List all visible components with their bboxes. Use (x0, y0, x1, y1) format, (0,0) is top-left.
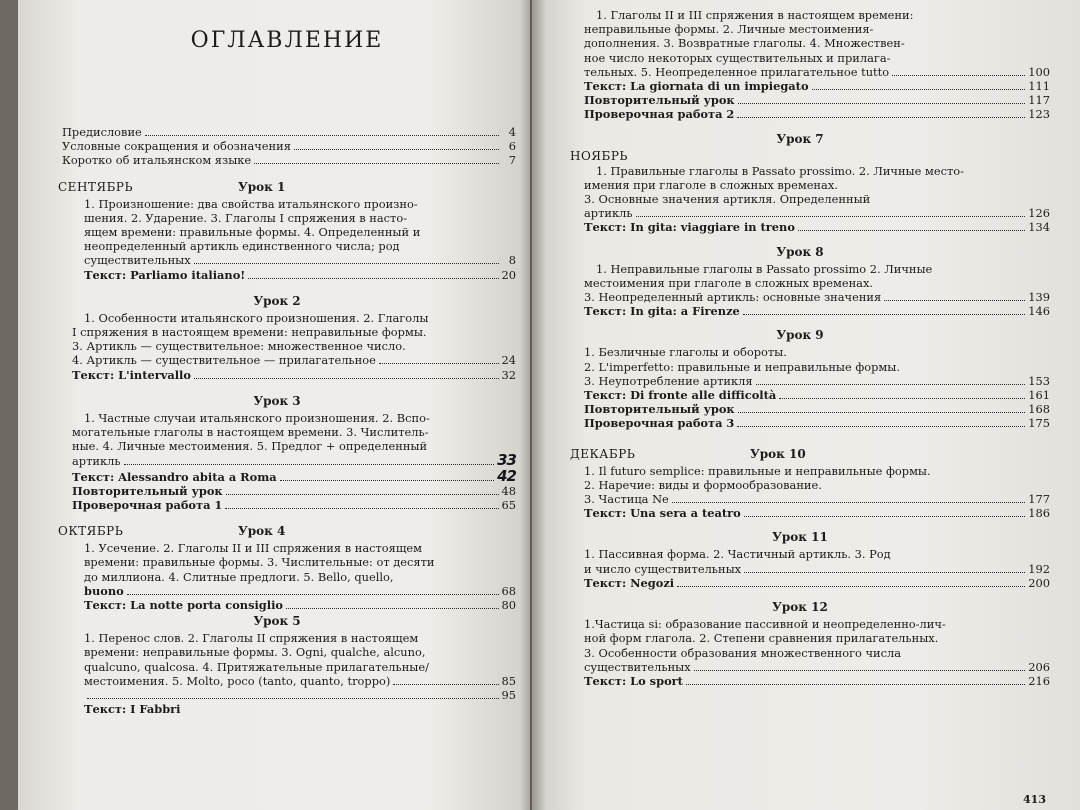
handwritten-page: 42 (497, 466, 516, 485)
lesson-header (570, 600, 1050, 615)
month-label: СЕНТЯБРЬ (58, 179, 134, 194)
toc-line (58, 325, 516, 339)
entry-page: 65 (501, 498, 516, 513)
line-text: 1.Частица si: образование пассивной и неопределенно-лич- (584, 617, 946, 632)
toc-line (58, 584, 516, 598)
leader-dots (737, 426, 1025, 427)
leader-dots (737, 117, 1025, 118)
entry-page: 95 (501, 688, 516, 703)
line-text: 1. Неправильные глаголы в Passato prossimo 2. Личные (596, 261, 933, 276)
toc-line (570, 304, 1050, 318)
entry-page: 68 (501, 583, 516, 598)
lesson-11 (570, 530, 1050, 590)
handwritten-page: 33 (497, 451, 516, 470)
line-text: шения. 2. Ударение. 3. Глаголы I спряжения в насто- (84, 210, 408, 225)
toc-line (570, 576, 1050, 590)
toc-line (58, 353, 516, 367)
entry-page: 200 (1028, 575, 1050, 590)
month-label: ДЕКАБРЬ (570, 446, 636, 461)
toc-line (58, 660, 516, 674)
toc-line (58, 197, 516, 211)
toc-line (58, 439, 516, 453)
line-text: Проверочная работа 3 (584, 416, 735, 431)
leader-dots (194, 378, 499, 379)
line-text: до миллиона. 4. Слитные предлоги. 5. Bello, quello, (84, 569, 394, 584)
toc-line (570, 290, 1050, 304)
line-text: 3. Основные значения артикля. Определенный (584, 192, 871, 207)
line-text: buono (84, 583, 124, 598)
entry-text: Предисловие (62, 125, 142, 139)
line-text: 1. Произношение: два свойства итальянского произно- (84, 196, 418, 211)
line-text: Текст: La giornata di un impiegato (584, 79, 809, 94)
line-text: 3. Артикль — существительное: множественное число. (72, 339, 406, 354)
toc-line (570, 478, 1050, 492)
toc-line (570, 464, 1050, 478)
entry-page: 206 (1028, 659, 1050, 674)
entry-page: 7 (508, 153, 516, 168)
line-text: 1. Il futuro semplice: правильные и неправильные формы. (584, 463, 931, 478)
line-text: могательные глаголы в настоящем времени. 3. Числитель- (72, 425, 429, 440)
line-text: Проверочная работа 2 (584, 107, 735, 122)
entry-page: 100 (1028, 64, 1050, 79)
entry-page: 20 (501, 267, 516, 282)
lesson-header (570, 447, 1050, 462)
line-text: Текст: In gita: a Firenze (584, 304, 740, 319)
leader-dots (798, 230, 1025, 231)
toc-line (58, 645, 516, 659)
lesson-title: Урок 4 (238, 524, 286, 539)
lesson-1 (58, 180, 516, 282)
line-text: существительных (84, 253, 191, 268)
toc-line (570, 8, 1050, 22)
line-text: Повторительный урок (584, 402, 735, 417)
entry-page: 134 (1028, 220, 1050, 235)
entry-page: 4 (508, 125, 516, 139)
toc-line (570, 374, 1050, 388)
entry-page: 216 (1028, 673, 1050, 688)
lesson-8 (570, 245, 1050, 319)
leader-dots (686, 684, 1025, 685)
line-text: Текст: Lo sport (584, 673, 683, 688)
line-text: Текст: La notte porta consiglio (84, 598, 284, 613)
toc-line (570, 51, 1050, 65)
toc-line (570, 22, 1050, 36)
lesson-header (570, 530, 1050, 545)
line-text: 1. Глаголы II и III спряжения в настоящем времени: (596, 8, 914, 22)
line-text: 2. L'imperfetto: правильные и неправильные формы. (584, 359, 900, 374)
toc-line (570, 93, 1050, 107)
lesson-9 (570, 328, 1050, 430)
line-text: артикль (72, 454, 121, 469)
toc-line (58, 555, 516, 569)
toc-line (570, 660, 1050, 674)
entry-page: 85 (501, 673, 516, 688)
entry-page: 175 (1028, 416, 1050, 431)
leader-dots (672, 502, 1025, 503)
entry-page: 153 (1028, 373, 1050, 388)
line-text: ной форм глагола. 2. Степени сравнения прилагательных. (584, 631, 939, 646)
lesson-title: Урок 3 (253, 393, 301, 408)
entry-page: 126 (1028, 206, 1050, 221)
entry-text: Коротко об итальянском языке (62, 153, 252, 168)
line-text: I спряжения в настоящем времени: неправильные формы. (72, 325, 427, 340)
leader-dots (743, 314, 1025, 315)
line-text: местоимения. 5. Molto, poco (tanto, quanto, troppo) (84, 673, 391, 688)
leader-dots (379, 363, 499, 364)
lesson-header (570, 245, 1050, 260)
toc-line (58, 484, 516, 498)
line-text: местоимения при глаголе в сложных временах. (584, 275, 873, 290)
toc-line (570, 192, 1050, 206)
toc-line (58, 311, 516, 325)
line-text: Текст: Di fronte alle difficoltà (584, 388, 777, 403)
line-text: и число существительных (584, 561, 742, 576)
leader-dots (294, 149, 499, 150)
leader-dots (636, 216, 1026, 217)
line-text: Текст: Parliamo italiano! (84, 267, 246, 282)
toc-line (570, 65, 1050, 79)
lesson-title: Урок 2 (253, 293, 301, 308)
line-text: 1. Перенос слов. 2. Глаголы II спряжения в настоящем (84, 631, 419, 646)
toc-line (570, 562, 1050, 576)
entry-page: 48 (501, 483, 516, 498)
leader-dots (145, 135, 499, 136)
lesson-12 (570, 600, 1050, 688)
toc-line (58, 598, 516, 612)
leader-dots (779, 398, 1025, 399)
line-text: Проверочная работа 1 (72, 498, 223, 513)
leader-dots (744, 572, 1025, 573)
leader-dots (884, 300, 1025, 301)
right-page (532, 0, 1080, 810)
entry-page: 111 (1028, 79, 1050, 94)
line-text: существительных (584, 659, 691, 674)
lesson-header (58, 294, 516, 309)
toc-line (58, 339, 516, 353)
lesson-header (58, 524, 516, 539)
lesson-title: Урок 8 (776, 244, 824, 259)
front-matter (58, 125, 516, 168)
leader-dots (694, 670, 1026, 671)
entry-page: 32 (501, 367, 516, 382)
entry-page: 168 (1028, 402, 1050, 417)
leader-dots (812, 89, 1026, 90)
leader-dots (226, 494, 499, 495)
entry-text: Условные сокращения и обозначения (62, 139, 291, 154)
toc-line (570, 178, 1050, 192)
toc-line (58, 211, 516, 225)
toc-line (58, 268, 516, 282)
toc-line (58, 702, 516, 716)
line-text: 1. Безличные глаголы и обороты. (584, 345, 787, 360)
month-row (570, 149, 1050, 164)
toc-line (570, 36, 1050, 50)
line-text: Текст: Una sera a teatro (584, 506, 741, 521)
line-text: тельных. 5. Неопределенное прилагательное tutto (584, 64, 890, 79)
toc-line (570, 506, 1050, 520)
toc-line (570, 388, 1050, 402)
page-title: ОГЛАВЛЕНИЕ (190, 28, 384, 53)
entry-page: 80 (501, 598, 516, 613)
lesson-title: Урок 7 (776, 131, 824, 146)
toc-line (58, 498, 516, 512)
toc-line (58, 570, 516, 584)
lesson-2 (58, 294, 516, 382)
toc-line (570, 164, 1050, 178)
entry-page: 192 (1028, 561, 1050, 576)
lesson-5 (58, 614, 516, 716)
toc-line (570, 402, 1050, 416)
toc-line (570, 547, 1050, 561)
lesson-title: Урок 10 (750, 446, 806, 461)
line-text: Повторительный урок (72, 483, 223, 498)
entry-page: 24 (501, 353, 516, 368)
toc-line (58, 453, 516, 468)
lesson-4 (58, 524, 516, 612)
toc-line (58, 225, 516, 239)
leader-dots (280, 480, 494, 481)
toc-line (570, 79, 1050, 93)
entry-page: 117 (1028, 93, 1050, 108)
leader-dots (738, 412, 1026, 413)
toc-line (570, 276, 1050, 290)
lesson-title: Урок 12 (772, 600, 828, 615)
leader-dots (254, 163, 499, 164)
leader-dots (756, 384, 1026, 385)
toc-line (570, 492, 1050, 506)
line-text: 4. Артикль — существительное — прилагательное (72, 353, 376, 368)
toc-line (58, 466, 516, 485)
line-text: 1. Пассивная форма. 2. Частичный артикль. 3. Род (584, 547, 891, 562)
leader-dots (87, 698, 499, 699)
line-text: 3. Частица Ne (584, 492, 669, 507)
line-text: времени: правильные формы. 3. Числительные: от десяти (84, 555, 435, 570)
toc-line (570, 646, 1050, 660)
entry-page: 6 (508, 139, 516, 154)
entry-page: 146 (1028, 304, 1050, 319)
entry-page: 161 (1028, 388, 1050, 403)
line-text: 1. Особенности итальянского произношения. 2. Глаголы (84, 310, 429, 325)
entry-page: 186 (1028, 506, 1050, 521)
toc-line (58, 253, 516, 267)
lesson-10 (570, 447, 1050, 521)
leader-dots (393, 684, 498, 685)
lesson-3 (58, 394, 516, 512)
line-text: 2. Наречие: виды и формообразование. (584, 477, 822, 492)
leader-dots (225, 508, 498, 509)
toc-line (570, 674, 1050, 688)
line-text: 1. Усечение. 2. Глаголы II и III спряжения в настоящем (84, 541, 423, 556)
line-text: Текст: In gita: viaggiare in treno (584, 220, 795, 235)
line-text: 1. Правильные глаголы в Passato prossimo. 2. Личные место- (596, 163, 964, 178)
toc-entry (62, 153, 516, 167)
lesson-title: Урок 5 (253, 614, 301, 629)
lesson-title: Урок 11 (772, 530, 828, 545)
leader-dots (677, 586, 1025, 587)
toc-line (58, 425, 516, 439)
toc-entry (62, 125, 516, 139)
line-text: 3. Особенности образования множественного числа (584, 645, 902, 660)
line-text: ные. 4. Личные местоимения. 5. Предлог + определенный (72, 439, 428, 454)
lesson-title: Урок 1 (238, 179, 286, 194)
toc-line (570, 220, 1050, 234)
entry-page: 139 (1028, 290, 1050, 305)
line-text: 1. Частные случаи итальянского произношения. 2. Вспо- (84, 410, 430, 425)
line-text: неопределенный артикль единственного числа; род (84, 239, 400, 254)
line-text: Повторительный урок (584, 93, 735, 108)
line-text: неправильные формы. 2. Личные местоимения- (584, 22, 874, 37)
line-text: ящем времени: правильные формы. 4. Определенный и (84, 225, 421, 240)
lesson-header (58, 180, 516, 195)
toc-line (58, 411, 516, 425)
line-text: qualcuno, qualcosa. 4. Притяжательные прилагательные/ (84, 659, 429, 674)
toc-line (570, 416, 1050, 430)
toc-line (570, 345, 1050, 359)
line-text: 3. Неупотребление артикля (584, 373, 753, 388)
leader-dots (738, 103, 1026, 104)
line-text: Текст: Negozi (584, 575, 675, 590)
toc-line (570, 360, 1050, 374)
leader-dots (248, 278, 498, 279)
lesson-header (58, 614, 516, 629)
line-text: Текст: L'intervallo (72, 367, 191, 382)
left-page (18, 0, 530, 810)
toc-line (570, 617, 1050, 631)
line-text: 3. Неопределенный артикль: основные значения (584, 290, 882, 305)
entry-page: 123 (1028, 107, 1050, 122)
toc-line (58, 631, 516, 645)
line-text: Текст: Alessandro abita a Roma (72, 469, 277, 484)
line-text: дополнения. 3. Возвратные глаголы. 4. Множествен- (584, 36, 905, 51)
toc-entry (62, 139, 516, 153)
leader-dots (286, 608, 498, 609)
toc-line (58, 239, 516, 253)
lesson-header (570, 328, 1050, 343)
toc-line (58, 688, 516, 702)
lesson-header (58, 394, 516, 409)
leader-dots (744, 516, 1025, 517)
toc-line (58, 368, 516, 382)
month-label: ОКТЯБРЬ (58, 524, 124, 539)
line-text: Текст: I Fabbri (84, 702, 181, 717)
toc-line (570, 206, 1050, 220)
lesson-title: Урок 9 (776, 328, 824, 343)
line-text: времени: неправильные формы. 3. Ogni, qualche, alcuno, (84, 645, 426, 660)
lesson-header (570, 132, 1050, 147)
leader-dots (124, 464, 495, 465)
leader-dots (194, 263, 499, 264)
toc-line (58, 541, 516, 555)
line-text: ное число некоторых существительных и прилага- (584, 50, 891, 65)
leader-dots (892, 75, 1025, 76)
line-text: имения при глаголе в сложных временах. (584, 177, 838, 192)
toc-line (570, 631, 1050, 645)
lesson-7 (570, 132, 1050, 235)
entry-page: 8 (508, 253, 516, 268)
toc-line (58, 674, 516, 688)
toc-line (570, 107, 1050, 121)
month-label: НОЯБРЬ (570, 148, 628, 163)
line-text: артикль (584, 206, 633, 221)
page-number: 413 (1023, 793, 1046, 806)
toc-line (570, 262, 1050, 276)
lesson-6-continued (570, 8, 1050, 122)
leader-dots (127, 594, 499, 595)
entry-page: 177 (1028, 492, 1050, 507)
